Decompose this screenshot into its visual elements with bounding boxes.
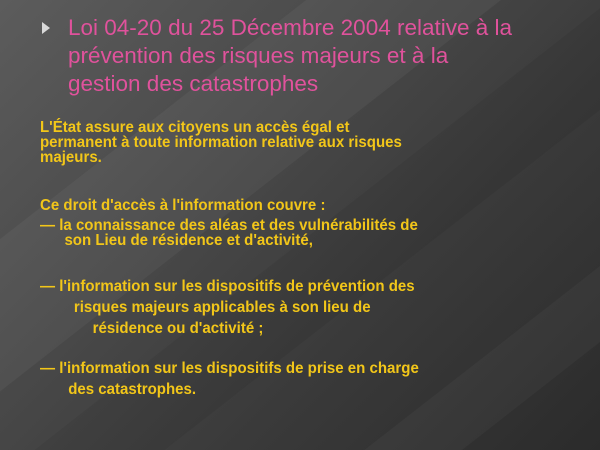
paragraph-state-guarantee bbox=[40, 120, 590, 165]
paragraph-line: majeurs. bbox=[40, 149, 102, 166]
paragraph-line: L'État assure aux citoyens un accès égal et bbox=[40, 119, 350, 136]
title-line: prévention des risques majeurs et à la bbox=[68, 43, 449, 68]
list-item-line: risques majeurs applicables à son lieu de bbox=[73, 299, 371, 316]
list-item-line: son Lieu de résidence et d'activité, bbox=[64, 232, 313, 249]
paragraph-line: permanent à toute information relative aux risques bbox=[40, 134, 402, 151]
list-item-line: — l'information sur les dispositifs de prévention des bbox=[40, 278, 415, 295]
triangle-arrow-icon bbox=[42, 22, 50, 34]
title-line: Loi 04-20 du 25 Décembre 2004 relative à la bbox=[68, 15, 513, 40]
paragraph-access-right: Ce droit d'accès à l'information couvre : bbox=[40, 197, 326, 214]
list-item-line: résidence ou d'activité ; bbox=[92, 320, 264, 337]
list-item-line: — l'information sur les dispositifs de prise en charge bbox=[40, 360, 419, 377]
list-item-line: des catastrophes. bbox=[68, 381, 197, 398]
list-item-prevention bbox=[40, 276, 590, 339]
list-item-disaster-care bbox=[40, 358, 590, 400]
list-item-knowledge bbox=[40, 218, 590, 248]
slide-title bbox=[68, 14, 588, 98]
list-item-line: — la connaissance des aléas et des vulnérabilités de bbox=[40, 217, 418, 234]
title-line: gestion des catastrophes bbox=[68, 71, 319, 96]
